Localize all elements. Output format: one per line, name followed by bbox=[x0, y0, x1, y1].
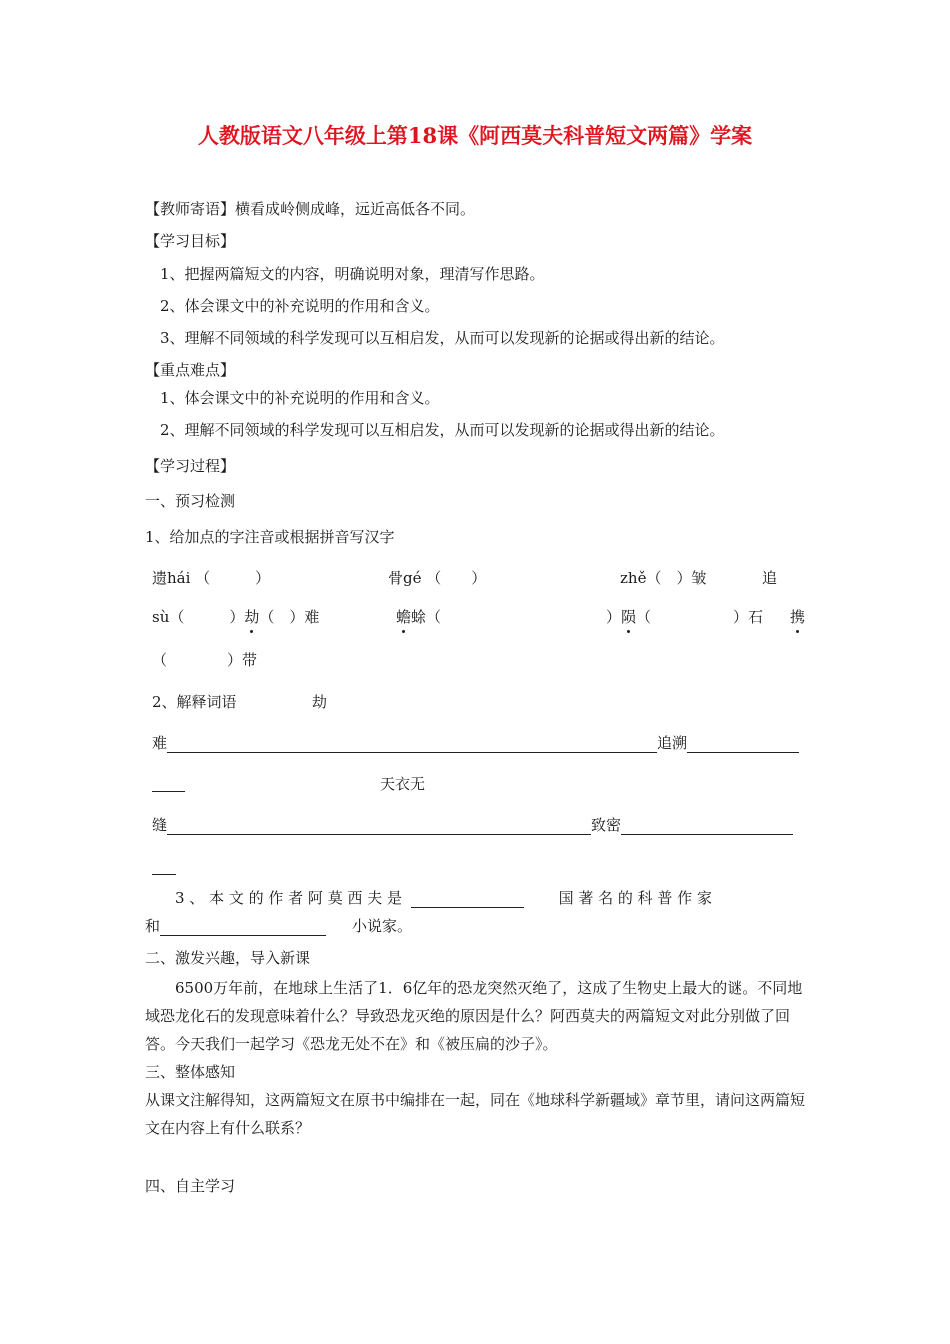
section3-heading: 三、整体感知 bbox=[145, 1063, 236, 1081]
vocab-word: 致密 bbox=[591, 816, 622, 834]
dotted-char: 劫 bbox=[244, 608, 260, 626]
section4-heading: 四、自主学习 bbox=[145, 1177, 236, 1195]
pinyin-text: 蜍 bbox=[411, 608, 427, 626]
vocab-line bbox=[152, 855, 176, 875]
pinyin-item: ）石 bbox=[733, 608, 764, 626]
vocab-line bbox=[152, 733, 799, 753]
vocab-word: 追溯 bbox=[657, 734, 688, 752]
pinyin-item: 追 bbox=[762, 569, 778, 587]
goal-item: 2、体会课文中的补充说明的作用和含义。 bbox=[160, 297, 440, 315]
question-3 bbox=[175, 888, 712, 908]
answer-blank bbox=[167, 816, 591, 835]
pinyin-item bbox=[152, 607, 319, 627]
answer-blank bbox=[621, 816, 793, 835]
q3-text: 小说家。 bbox=[352, 917, 413, 935]
vocab-word: 劫 bbox=[312, 693, 328, 711]
question-2: 2、解释词语 bbox=[152, 693, 237, 711]
dotted-char: 陨 bbox=[621, 608, 637, 626]
answer-blank bbox=[687, 734, 799, 753]
section2-heading: 二、激发兴趣，导入新课 bbox=[145, 949, 311, 967]
goal-item: 3、理解不同领域的科学发现可以互相启发，从而可以发现新的论据或得出新的结论。 bbox=[160, 329, 725, 347]
document-title: 人教版语文八年级上第18课《阿西莫夫科普短文两篇》学案 bbox=[197, 123, 753, 148]
question-3-line2 bbox=[145, 916, 412, 936]
pinyin-text: （ bbox=[636, 608, 652, 626]
answer-blank bbox=[160, 917, 326, 936]
vocab-word: 天衣无 bbox=[380, 775, 426, 793]
answer-blank bbox=[411, 889, 524, 908]
dotted-char: 携 bbox=[790, 608, 806, 626]
vocab-line bbox=[152, 772, 185, 792]
pinyin-item: （ ）带 bbox=[152, 651, 258, 669]
key-point-item: 1、体会课文中的补充说明的作用和含义。 bbox=[160, 389, 440, 407]
q3-text: 和 bbox=[145, 917, 161, 935]
vocab-word: 缝 bbox=[152, 816, 168, 834]
answer-blank bbox=[152, 773, 185, 792]
goal-item: 1、把握两篇短文的内容，明确说明对象，理清写作思路。 bbox=[160, 265, 545, 283]
process-heading: 【学习过程】 bbox=[145, 457, 236, 475]
pinyin-item bbox=[790, 607, 805, 627]
answer-blank bbox=[167, 734, 657, 753]
pinyin-text: sù（ ） bbox=[152, 608, 245, 626]
goals-heading: 【学习目标】 bbox=[145, 232, 236, 250]
pinyin-item: 骨gé （ ） bbox=[388, 569, 487, 587]
pinyin-item bbox=[606, 607, 651, 627]
pinyin-item: 遗hái （ ） bbox=[152, 569, 271, 587]
vocab-line bbox=[152, 815, 793, 835]
pinyin-text: （ ）难 bbox=[259, 608, 320, 626]
vocab-word: 难 bbox=[152, 734, 168, 752]
question-1: 1、给加点的字注音或根据拼音写汉字 bbox=[145, 528, 395, 546]
section3-text: 从课文注解得知，这两篇短文在原书中编排在一起，同在《地球科学新疆域》章节里，请问这两篇短文在内容上有什么联系？ bbox=[145, 1091, 806, 1137]
teacher-words: 【教师寄语】横看成岭侧成峰，远近高低各不同。 bbox=[145, 200, 476, 218]
pinyin-item: zhě（ ）皱 bbox=[620, 569, 707, 587]
section2-text: 6500万年前，在地球上生活了1．6亿年的恐龙突然灭绝了，这成了生物史上最大的谜。不同地域恐龙化石的发现意味着什么？导致恐龙灭绝的原因是什么？阿西莫夫的两篇短文对此分别做了回答。今天我们一起学习《恐龙无处不在》和《被压扁的沙子》。 bbox=[145, 979, 803, 1053]
section1-heading: 一、预习检测 bbox=[145, 492, 236, 510]
key-points-heading: 【重点难点】 bbox=[145, 361, 236, 379]
q3-text: 3 、 本 文 的 作 者 阿 莫 西 夫 是 bbox=[175, 889, 402, 907]
pinyin-text: （ bbox=[426, 608, 442, 626]
dotted-char: 蟾 bbox=[396, 608, 412, 626]
pinyin-item bbox=[396, 607, 441, 627]
key-point-item: 2、理解不同领域的科学发现可以互相启发，从而可以发现新的论据或得出新的结论。 bbox=[160, 421, 725, 439]
q3-text: 国 著 名 的 科 普 作 家 bbox=[558, 889, 712, 907]
pinyin-text: ） bbox=[606, 608, 622, 626]
answer-blank bbox=[152, 856, 176, 875]
